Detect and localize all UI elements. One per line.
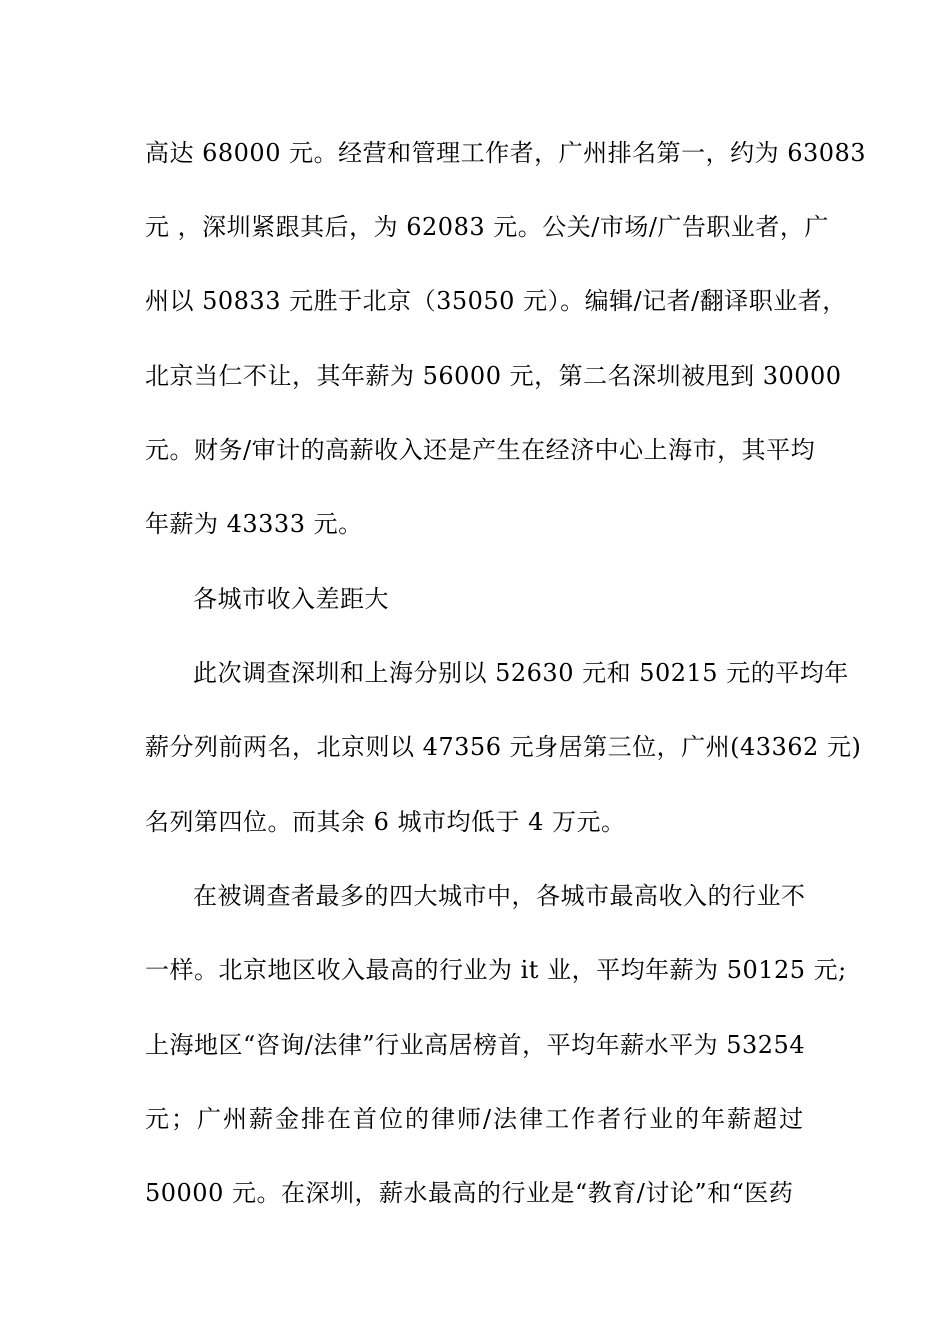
text-line: 在被调查者最多的四大城市中，各城市最高收入的行业不 (193, 882, 806, 910)
text-line: 元；广州薪金排在首位的律师/法律工作者行业的年薪超过 (145, 1105, 806, 1133)
text-line: 元 ，深圳紧跟其后，为 62083 元。公关/市场/广告职业者，广 (145, 213, 829, 241)
text-line: 年薪为 43333 元。 (145, 510, 363, 538)
text-line: 上海地区“咨询/法律”行业高居榜首，平均年薪水平为 53254 (145, 1031, 806, 1059)
text-line: 名列第四位。而其余 6 城市均低于 4 万元。 (145, 808, 626, 836)
text-line: 此次调查深圳和上海分别以 52630 元和 50215 元的平均年 (193, 659, 849, 687)
text-line: 薪分列前两名，北京则以 47356 元身居第三位，广州(43362 元) (145, 733, 862, 761)
text-line: 一样。北京地区收入最高的行业为 it 业，平均年薪为 50125 元; (145, 956, 847, 984)
text-line: 50000 元。在深圳，薪水最高的行业是“教育/讨论”和“医药 (145, 1179, 794, 1207)
section-heading: 各城市收入差距大 (193, 585, 389, 613)
text-line: 州以 50833 元胜于北京（35050 元）。编辑/记者/翻译职业者， (145, 287, 847, 315)
text-line: 高达 68000 元。经营和管理工作者，广州排名第一，约为 63083 (145, 139, 867, 167)
text-line: 北京当仁不让，其年薪为 56000 元，第二名深圳被甩到 30000 (145, 362, 842, 390)
text-line: 元。财务/审计的高薪收入还是产生在经济中心上海市，其平均 (145, 436, 816, 464)
